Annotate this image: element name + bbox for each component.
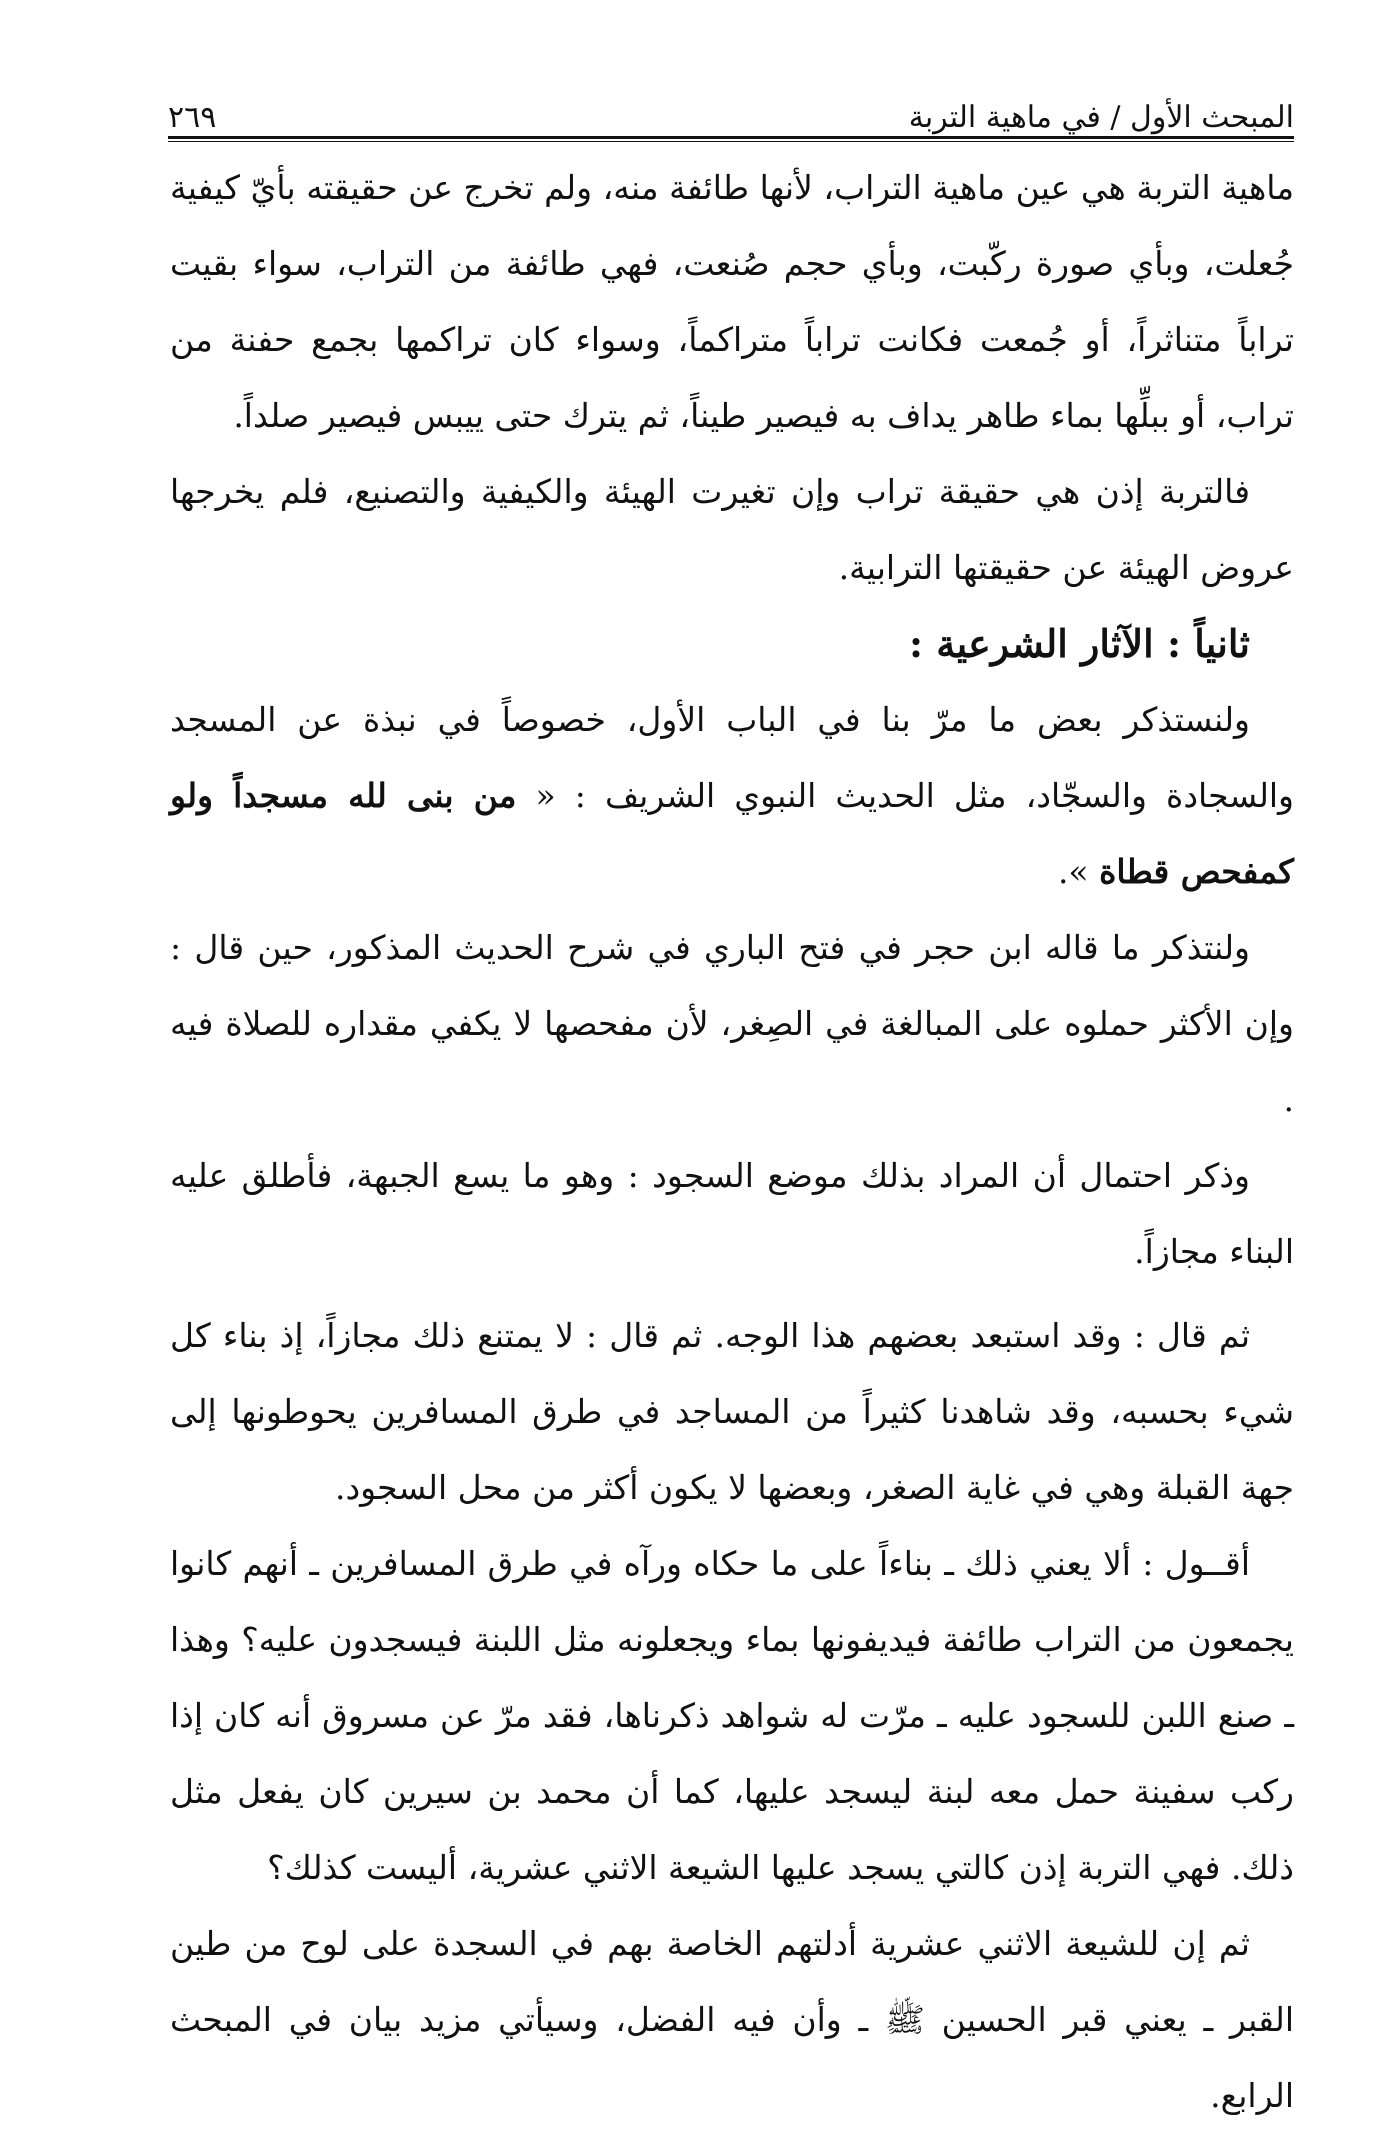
paragraph-3 [170, 682, 1294, 910]
paragraph-1: ماهية التربة هي عين ماهية التراب، لأنها طائفة منه، ولم تخرج عن حقيقته بأيّ كيفية جُعلت، وبأي صورة ركّبت، وبأي حجم صُنعت، فهي طائفة من التراب، سواء بقيت تراباً متناثراً، أو جُمعت فكانت تراباً متراكماً، وسواء كان تراكمها بجمع حفنة من تراب، أو ببلِّها بماء طاهر يداف به فيصير طيناً، ثم يترك حتى ييبس فيصير صلداً. [170, 168, 1294, 435]
page-number: ٢٦٩ [168, 100, 217, 135]
paragraph-5: وذكر احتمال أن المراد بذلك موضع السجود : وهو ما يسع الجبهة، فأطلق عليه البناء مجازاً. [170, 1156, 1294, 1271]
paragraph-4: ولنتذكر ما قاله ابن حجر في فتح الباري في شرح الحديث المذكور، حين قال : وإن الأكثر حملوه على المبالغة في الصِغر، لأن مفحصها لا يكفي مقداره للصلاة فيه . [170, 928, 1294, 1119]
paragraph-7: أقــول : ألا يعني ذلك ـ بناءاً على ما حكاه ورآه في طرق المسافرين ـ أنهم كانوا يجمعون من التراب طائفة فيديفونها بماء ويجعلونه مثل اللبنة فيسجدون عليه؟ وهذا ـ صنع اللبن للسجود عليه ـ مرّت له شواهد ذكرناها، فقد مرّ عن مسروق أنه كان إذا ركب سفينة حمل معه لبنة ليسجد عليها، كما أن محمد بن سيرين كان يفعل مثل ذلك. فهي التربة إذن كالتي يسجد عليها الشيعة الاثني عشرية، أليست كذلك؟ [170, 1544, 1294, 1887]
body-text [170, 150, 1294, 2134]
paragraph-3-close: ». [1057, 852, 1100, 891]
paragraph-6: ثم قال : وقد استبعد بعضهم هذا الوجه. ثم قال : لا يمتنع ذلك مجازاً، إذ بناء كل شيء بحسبه، وقد شاهدنا كثيراً من المساجد في طرق المسافرين يحوطونها إلى جهة القبلة وهي في غاية الصغر، وبعضها لا يكون أكثر من محل السجود. [170, 1316, 1294, 1507]
header-rule-thick [168, 136, 1294, 139]
hadith-quote: من بنى لله مسجداً ولو كمفحص قطاة [170, 776, 1294, 891]
page-header [168, 92, 1294, 136]
running-title: المبحث الأول / في ماهية التربة [908, 100, 1294, 135]
paragraph-8: ثم إن للشيعة الاثني عشرية أدلتهم الخاصة بهم في السجدة على لوح من طين القبر ـ يعني قبر الحسين ﷺ ـ وأن فيه الفضل، وسيأتي مزيد بيان في المبحث الرابع. [170, 1924, 1294, 2115]
paragraph-3-lead: ولنستذكر بعض ما مرّ بنا في الباب الأول، خصوصاً في نبذة عن المسجد والسجادة والسجّاد، مثل الحديث النبوي الشريف : « [170, 700, 1294, 815]
paragraph-2: فالتربة إذن هي حقيقة تراب وإن تغيرت الهيئة والكيفية والتصنيع، فلم يخرجها عروض الهيئة عن حقيقتها الترابية. [170, 472, 1294, 587]
section-heading: ثانياً : الآثار الشرعية : [909, 621, 1250, 666]
header-rule-thin [168, 141, 1294, 142]
